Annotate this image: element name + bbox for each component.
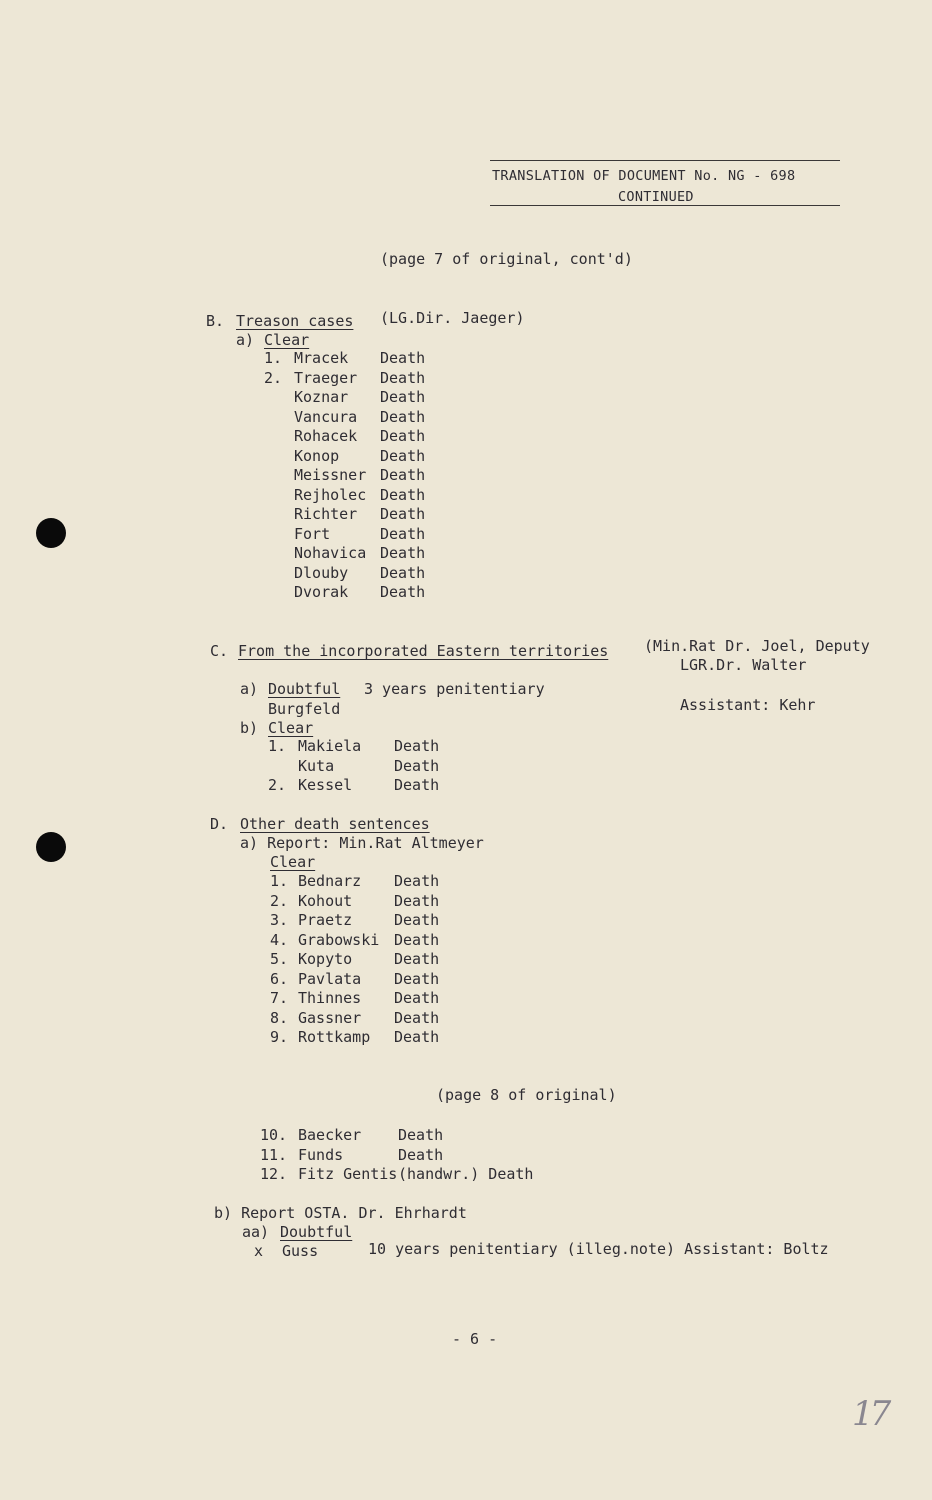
item-number: 9.	[270, 1028, 289, 1046]
list-item	[264, 369, 425, 389]
list-item	[264, 544, 425, 564]
defendant-name: Thinnes	[298, 989, 362, 1007]
list-item	[270, 970, 439, 990]
defendant-name: Kohout	[298, 891, 353, 910]
section-b-sub-title: Clear	[264, 331, 310, 349]
page-number: - 6 -	[452, 1330, 498, 1348]
handwritten-page-number: 17	[852, 1394, 888, 1434]
defendant-name: Meissner	[294, 466, 367, 484]
item-number: 12.	[260, 1165, 288, 1183]
item-number: 10.	[260, 1126, 288, 1144]
item-number: 8.	[270, 1008, 289, 1027]
verdict: Death	[394, 737, 440, 755]
verdict: Death	[394, 1028, 440, 1046]
section-c-clear-title: Clear	[268, 719, 314, 737]
defendant-name: Kuta	[298, 756, 335, 775]
item-number: 2.	[270, 891, 289, 910]
section-c-label: C.	[210, 642, 229, 660]
list-item	[264, 349, 425, 369]
verdict: Death	[398, 1145, 444, 1164]
item-number: 1.	[268, 737, 287, 755]
item-number	[264, 544, 294, 564]
section-c-assistant: Assistant: Kehr	[680, 696, 816, 714]
verdict: Death	[380, 505, 426, 523]
list-item	[270, 892, 439, 912]
defendant-name: Fort	[294, 524, 331, 543]
item-number: 1.	[264, 349, 283, 367]
header-rule-bottom	[490, 205, 840, 206]
list-item	[270, 950, 439, 970]
defendant-name: Fitz Gentis	[298, 1165, 398, 1183]
verdict: Death	[380, 368, 426, 387]
item-number: 3.	[270, 911, 289, 929]
item-number: 2.	[268, 776, 287, 794]
verdict: Death	[394, 969, 440, 988]
verdict: Death	[380, 583, 426, 601]
section-d-clear-title: Clear	[270, 853, 316, 871]
section-d-aa-label: aa)	[242, 1223, 270, 1241]
punch-hole-bottom	[36, 832, 66, 862]
defendant-name: Bednarz	[298, 872, 362, 890]
item-number: 4.	[270, 930, 289, 949]
section-d-aa-title: Doubtful	[280, 1223, 353, 1241]
list-item	[260, 1165, 533, 1185]
defendant-name: Rottkamp	[298, 1028, 371, 1046]
guss-name: Guss	[282, 1242, 319, 1260]
list-item	[264, 583, 425, 603]
list-item	[264, 525, 425, 545]
list-item	[264, 427, 425, 447]
section-c-doubtful-title: Doubtful	[268, 680, 341, 698]
section-b-label: B.	[206, 312, 225, 330]
item-number	[264, 525, 294, 545]
page-note-top: (page 7 of original, cont'd)	[380, 250, 633, 268]
list-item	[268, 776, 439, 796]
defendant-name: Nohavica	[294, 544, 367, 562]
verdict: Death	[394, 989, 440, 1007]
defendant-name: Konop	[294, 446, 340, 465]
item-number: 11.	[260, 1145, 288, 1164]
verdict: Death	[394, 872, 440, 890]
defendant-name: Kessel	[298, 776, 353, 794]
item-number	[264, 427, 294, 447]
defendant-name: Rohacek	[294, 427, 358, 445]
section-c-official-line1: (Min.Rat Dr. Joel, Deputy	[644, 637, 870, 655]
verdict: (handwr.) Death	[398, 1165, 534, 1183]
list-item	[264, 486, 425, 506]
item-number: 5.	[270, 950, 289, 968]
list-item	[264, 466, 425, 486]
section-c-list	[268, 737, 439, 796]
section-d-label: D.	[210, 815, 229, 833]
defendant-name: Praetz	[298, 911, 353, 929]
verdict: Death	[380, 485, 426, 504]
defendant-name: Richter	[294, 505, 358, 523]
verdict: Death	[380, 446, 426, 465]
list-item	[268, 737, 439, 757]
list-item	[264, 505, 425, 525]
section-c-doubtful-label: a)	[240, 680, 259, 698]
verdict: Death	[398, 1126, 444, 1144]
section-b-title: Treason cases	[236, 312, 354, 330]
section-d-list-continued	[260, 1126, 533, 1185]
section-c-title: From the incorporated Eastern territories	[238, 642, 609, 660]
item-number	[264, 408, 294, 428]
section-d-report-a: a) Report: Min.Rat Altmeyer	[240, 834, 484, 852]
section-b-list	[264, 349, 425, 603]
list-item	[260, 1146, 533, 1166]
list-item	[264, 447, 425, 467]
list-item	[270, 872, 439, 892]
verdict: Death	[394, 776, 440, 794]
item-number	[264, 388, 294, 408]
list-item	[270, 911, 439, 931]
defendant-name: Koznar	[294, 388, 349, 406]
verdict: Death	[380, 388, 426, 406]
guss-mark: x	[254, 1242, 264, 1260]
defendant-name: Baecker	[298, 1126, 362, 1144]
verdict: Death	[394, 911, 440, 929]
list-item	[268, 757, 439, 777]
list-item	[264, 408, 425, 428]
section-b-sub-label: a)	[236, 331, 255, 349]
verdict: Death	[394, 756, 440, 775]
defendant-name: Vancura	[294, 407, 358, 426]
section-b-official: (LG.Dir. Jaeger)	[380, 309, 525, 327]
defendant-name: Dvorak	[294, 583, 349, 601]
defendant-name: Rejholec	[294, 485, 367, 504]
item-number	[268, 757, 298, 777]
item-number: 2.	[264, 368, 283, 387]
defendant-name: Mracek	[294, 349, 349, 367]
section-d-report-b: b) Report OSTA. Dr. Ehrhardt	[214, 1204, 467, 1222]
item-number	[264, 466, 294, 486]
section-d-title: Other death sentences	[240, 815, 430, 833]
item-number: 7.	[270, 989, 289, 1007]
defendant-name: Kopyto	[298, 950, 353, 968]
section-d-list	[270, 872, 439, 1048]
section-c-doubtful-sentence: 3 years penitentiary	[364, 680, 545, 698]
defendant-name: Gassner	[298, 1008, 362, 1027]
defendant-name: Pavlata	[298, 969, 362, 988]
page-note-middle: (page 8 of original)	[436, 1086, 617, 1104]
verdict: Death	[394, 891, 440, 910]
item-number	[264, 583, 294, 603]
list-item	[270, 931, 439, 951]
section-c-clear-label: b)	[240, 719, 259, 737]
list-item	[270, 989, 439, 1009]
verdict: Death	[380, 544, 426, 562]
section-c-doubtful-name: Burgfeld	[268, 700, 341, 718]
item-number: 6.	[270, 969, 289, 988]
verdict: Death	[394, 930, 440, 949]
header-rule-top	[490, 160, 840, 161]
punch-hole-top	[36, 518, 66, 548]
verdict: Death	[394, 950, 440, 968]
defendant-name: Dlouby	[294, 563, 349, 582]
item-number	[264, 505, 294, 525]
document-title: TRANSLATION OF DOCUMENT No. NG - 698	[492, 168, 796, 184]
list-item	[260, 1126, 533, 1146]
item-number	[264, 486, 294, 506]
defendant-name: Funds	[298, 1145, 344, 1164]
verdict: Death	[380, 407, 426, 426]
item-number	[264, 564, 294, 584]
verdict: Death	[394, 1008, 440, 1027]
continued-label: CONTINUED	[618, 189, 694, 205]
verdict: Death	[380, 427, 426, 445]
verdict: Death	[380, 563, 426, 582]
item-number: 1.	[270, 872, 289, 890]
defendant-name: Makiela	[298, 737, 362, 755]
verdict: Death	[380, 349, 426, 367]
list-item	[264, 564, 425, 584]
list-item	[270, 1009, 439, 1029]
list-item	[264, 388, 425, 408]
list-item	[270, 1028, 439, 1048]
defendant-name: Traeger	[294, 368, 358, 387]
defendant-name: Grabowski	[298, 930, 380, 949]
section-c-official-line2: LGR.Dr. Walter	[680, 656, 807, 674]
item-number	[264, 447, 294, 467]
guss-sentence: 10 years penitentiary (illeg.note) Assistant: Boltz	[368, 1240, 829, 1258]
verdict: Death	[380, 466, 426, 484]
verdict: Death	[380, 524, 426, 543]
